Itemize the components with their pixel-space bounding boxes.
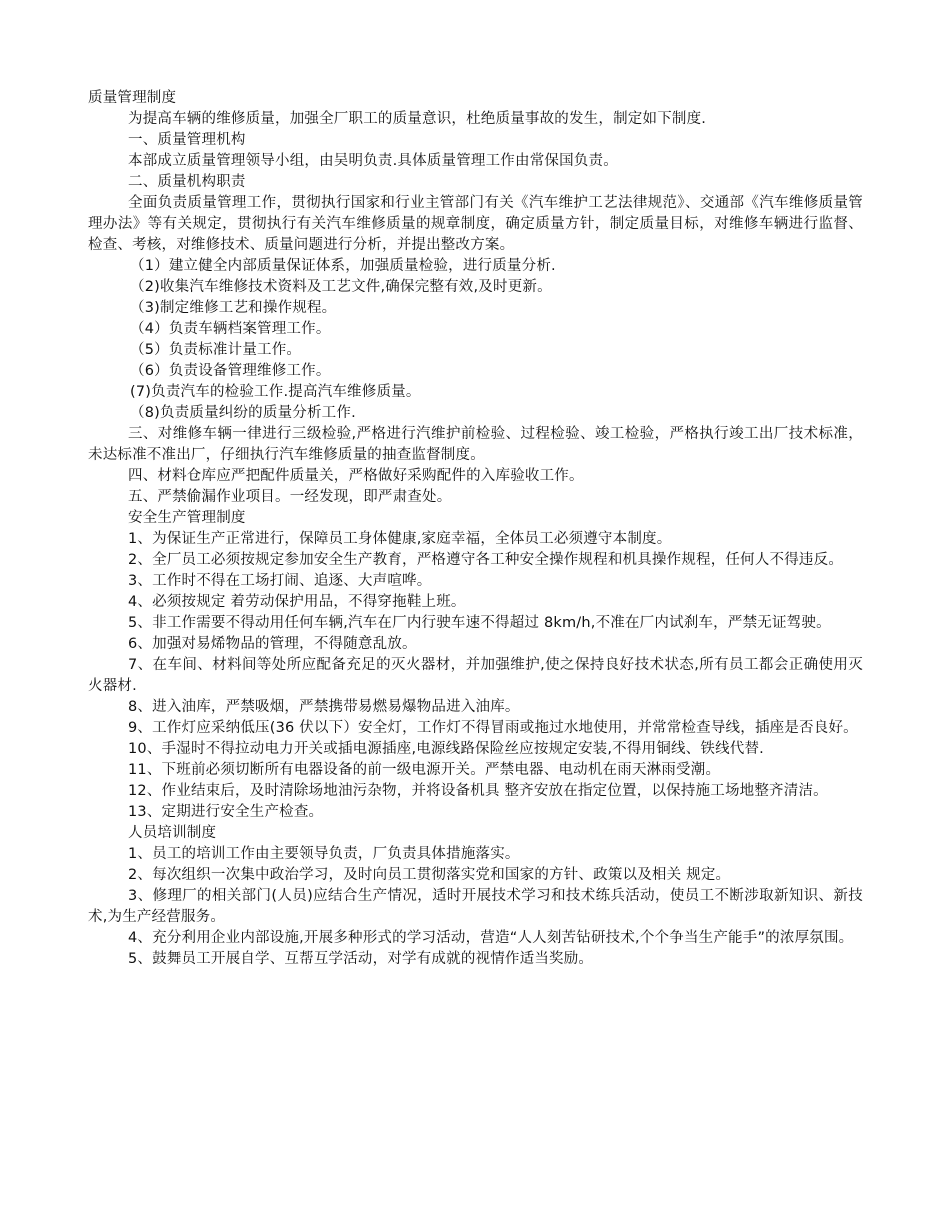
section-1-heading: 一、质量管理机构: [128, 132, 246, 148]
safety-title: 安全生产管理制度: [128, 510, 246, 526]
safety-rule: 9、工作灯应采纳低压(36 伏以下）安全灯，工作灯不得冒雨或拖过水地使用，并常常检查导线，插座是否良好。: [128, 720, 858, 736]
training-rule: 5、鼓舞员工开展自学、互帮互学活动，对学有成就的视情作适当奖励。: [128, 951, 594, 967]
section-3-paragraph: 三、对维修车辆一律进行三级检验,严格进行汽维护前检验、过程检验、竣工检验，严格执行竣工出厂技术标准，未达标准不准出厂，仔细执行汽车维修质量的抽查监督制度。: [88, 426, 863, 463]
safety-rule: 12、作业结束后，及时清除场地油污杂物，并将设备机具 整齐安放在指定位置，以保持施工场地整齐清洁。: [128, 783, 828, 799]
duty-item: （2)收集汽车维修技术资料及工艺文件,确保完整有效,及时更新。: [130, 279, 552, 295]
duty-item: （1）建立健全内部质量保证体系，加强质量检验，进行质量分析.: [130, 258, 556, 274]
safety-rule: 13、定期进行安全生产检查。: [128, 804, 324, 820]
intro-paragraph: 为提高车辆的维修质量，加强全厂职工的质量意识，杜绝质量事故的发生，制定如下制度.: [128, 111, 707, 127]
doc-title: 质量管理制度: [88, 90, 177, 106]
safety-rule: 1、为保证生产正常进行，保障员工身体健康,家庭幸福，全体员工必须遵守本制度。: [128, 531, 672, 547]
training-rule: 2、每次组织一次集中政治学习，及时向员工贯彻落实党和国家的方针、政策以及相关 规定。: [128, 867, 731, 883]
safety-rule: 10、手湿时不得拉动电力开关或插电源插座,电源线路保险丝应按规定安装,不得用铜线、铁线代替.: [128, 741, 764, 757]
training-rule: 3、修理厂的相关部门(人员)应结合生产情况，适时开展技术学习和技术练兵活动，使员工不断涉取新知识、新技术,为生产经营服务。: [88, 888, 863, 925]
safety-rule: 11、下班前必须切断所有电器设备的前一级电源开关。严禁电器、电动机在雨天淋雨受潮。: [128, 762, 721, 778]
document-page: [88, 88, 863, 970]
duty-item: （5）负责标准计量工作。: [130, 342, 302, 358]
training-rule: 4、充分利用企业内部设施,开展多种形式的学习活动，营造“人人刻苦钻研技术,个个争当生产能手”的浓厚氛围。: [128, 930, 854, 946]
duty-item: (7)负责汽车的检验工作.提高汽车维修质量。: [130, 384, 421, 400]
training-rule: 1、员工的培训工作由主要领导负责，厂负责具体措施落实。: [128, 846, 520, 862]
safety-rule: 4、必须按规定 着劳动保护用品，不得穿拖鞋上班。: [128, 594, 466, 610]
duty-item: （8)负责质量纠纷的质量分析工作.: [130, 405, 356, 421]
section-5-paragraph: 五、严禁偷漏作业项目。一经发现，即严肃查处。: [128, 489, 452, 505]
duty-item: （6）负责设备管理维修工作。: [130, 363, 331, 379]
section-4-paragraph: 四、材料仓库应严把配件质量关，严格做好采购配件的入库验收工作。: [128, 468, 584, 484]
safety-rule: 2、全厂员工必须按规定参加安全生产教育，严格遵守各工种安全操作规程和机具操作规程，任何人不得违反。: [128, 552, 844, 568]
safety-rule: 3、工作时不得在工场打闹、追逐、大声喧哗。: [128, 573, 432, 589]
safety-rule: 8、进入油库，严禁吸烟，严禁携带易燃易爆物品进入油库。: [128, 699, 520, 715]
safety-rule: 5、非工作需要不得动用任何车辆,汽车在厂内行驶车速不得超过 8km/h,不准在厂内试刹车，严禁无证驾驶。: [128, 615, 831, 631]
safety-rule: 6、加强对易烯物品的管理，不得随意乱放。: [128, 636, 417, 652]
duty-item: （4）负责车辆档案管理工作。: [130, 321, 331, 337]
safety-rule: 7、在车间、材料间等处所应配备充足的灭火器材，并加强维护,使之保持良好技术状态,所有员工都会正确使用灭火器材.: [88, 657, 863, 694]
training-title: 人员培训制度: [128, 825, 217, 841]
section-2-body: 全面负责质量管理工作，贯彻执行国家和行业主管部门有关《汽车维护工艺法律规范》、交通部《汽车维修质量管理办法》等有关规定，贯彻执行有关汽车维修质量的规章制度，确定质量方针，制定质量目标，对维修车辆进行监督、检查、考核，对维修技术、质量问题进行分析，并提出整改方案。: [88, 195, 863, 253]
section-2-heading: 二、质量机构职责: [128, 174, 246, 190]
duty-item: （3)制定维修工艺和操作规程。: [130, 300, 337, 316]
section-1-body: 本部成立质量管理领导小组，由吴明负责.具体质量管理工作由常保国负责。: [128, 153, 618, 169]
